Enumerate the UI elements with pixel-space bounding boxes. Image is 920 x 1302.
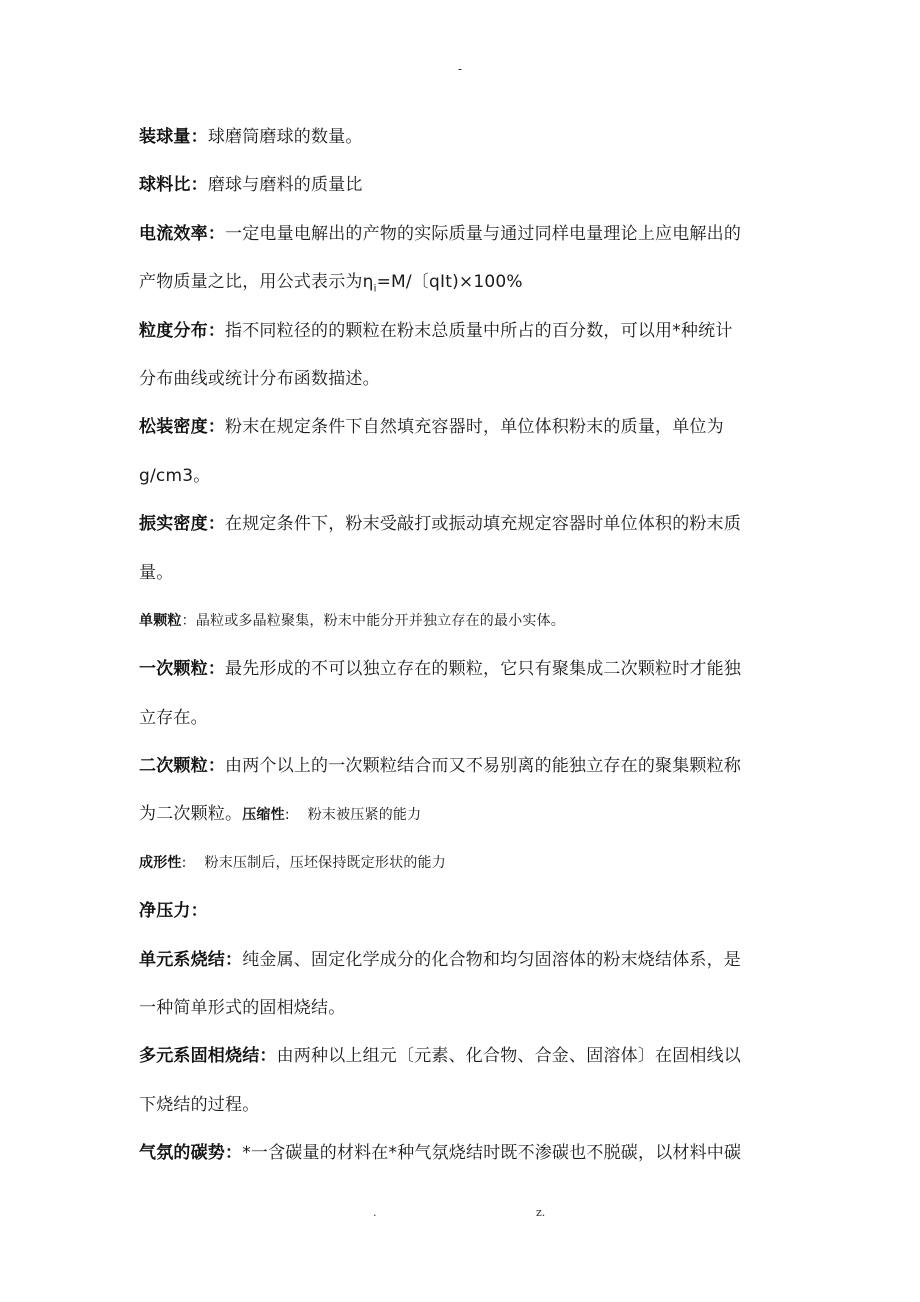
definition-line (139, 505, 799, 553)
continuation-line (139, 263, 799, 311)
term: 球料比 (139, 175, 191, 196)
definition-text: 晶粒或多晶粒聚集，粉末中能分开并独立存在的最小实体。 (195, 612, 566, 629)
separator: ： (225, 1143, 243, 1164)
definition-text: 为二次颗粒。 (139, 804, 243, 825)
separator: ： (190, 127, 208, 147)
separator: ： (207, 756, 226, 777)
continuation-line (139, 989, 799, 1037)
definition-line (139, 312, 799, 360)
term: 粒度分布 (139, 320, 208, 341)
separator: ： (190, 901, 208, 922)
definition-text: 球磨筒磨球的数量。 (207, 127, 363, 147)
document-body (139, 118, 799, 1183)
formula-text: =M/〔qIt)×100% (376, 272, 523, 293)
term: 气氛的碳势 (139, 1143, 225, 1164)
term: 单颗粒 (139, 612, 182, 629)
term: 振实密度 (139, 514, 208, 535)
inline-definition: 粉末被压紧的能力 (307, 807, 422, 824)
definition-text: 由两个以上的一次颗粒结合而又不易别离的能独立存在的聚集颗粒称 (225, 756, 742, 777)
definition-text: 立存在。 (139, 707, 208, 728)
separator: ： (207, 417, 226, 438)
continuation-line (139, 699, 799, 747)
definition-line (139, 650, 799, 698)
definition-line (139, 1037, 799, 1085)
separator: ： (225, 949, 243, 970)
definition-line (139, 747, 799, 795)
definition-text: 下烧结的过程。 (139, 1094, 260, 1115)
definition-text: g/cm3。 (139, 465, 211, 486)
separator: ： (207, 223, 226, 244)
definition-line (139, 941, 799, 989)
subscript: i (373, 283, 377, 295)
definition-text: 量。 (139, 562, 174, 583)
definition-text: 一种简单形式的固相烧结。 (139, 998, 346, 1019)
definition-text: 纯金属、固定化学成分的化合物和均匀固溶体的粉末烧结体系，是 (242, 949, 742, 970)
continuation-line (139, 1086, 799, 1134)
term: 电流效率 (139, 223, 208, 244)
definition-text: 由两种以上组元〔元素、化合物、合金、固溶体〕在固相线以 (276, 1046, 742, 1067)
definition-text: 一定电量电解出的产物的实际质量与通过同样电量理论上应电解出的 (225, 223, 742, 244)
term: 净压力 (139, 901, 191, 922)
term: 一次颗粒 (139, 659, 208, 680)
definition-line (139, 215, 799, 263)
term: 松装密度 (139, 417, 208, 438)
continuation-line (139, 360, 799, 408)
separator: ： (259, 1046, 277, 1067)
term: 多元系固相烧结 (139, 1046, 260, 1067)
definition-text: *一含碳量的材料在*种气氛烧结时既不渗碳也不脱碳，以材料中碳 (242, 1143, 742, 1164)
definition-line (139, 602, 799, 650)
term: 成形性 (139, 854, 182, 871)
definition-line (139, 844, 799, 892)
continuation-line (139, 554, 799, 602)
continuation-line (139, 457, 799, 505)
definition-line (139, 166, 799, 214)
separator: ： (207, 320, 226, 341)
definition-text: 分布曲线或统计分布函数描述。 (139, 368, 380, 389)
definition-text: 在规定条件下，粉末受敲打或振动填充规定容器时单位体积的粉末质 (225, 514, 742, 535)
term: 装球量 (139, 127, 191, 147)
separator: ： (181, 612, 196, 629)
definition-line (139, 1134, 799, 1182)
page-footer (0, 1206, 920, 1226)
definition-text: 指不同粒径的的颗粒在粉末总质量中所占的百分数，可以用*种统计 (225, 320, 733, 341)
definition-line (139, 892, 799, 940)
separator: : (181, 854, 187, 871)
footer-left-mark: . (373, 1206, 377, 1219)
term: 单元系烧结 (139, 949, 225, 970)
definition-line (139, 118, 799, 166)
page-header-mark: - (457, 62, 463, 76)
term: 二次颗粒 (139, 756, 208, 777)
definition-text: 粉末在规定条件下自然填充容器时，单位体积粉末的质量，单位为 (225, 417, 724, 438)
separator: ： (207, 514, 226, 535)
definition-text: 磨球与磨料的质量比 (207, 175, 363, 196)
inline-separator: : (284, 807, 290, 824)
footer-right-mark: z. (536, 1206, 546, 1219)
definition-text: 最先形成的不可以独立存在的颗粒，它只有聚集成二次颗粒时才能独 (225, 659, 742, 680)
definition-line (139, 408, 799, 456)
continuation-line (139, 795, 799, 843)
definition-text: 产物质量之比，用公式表示为η (139, 272, 374, 293)
separator: ： (207, 659, 226, 680)
definition-text: 粉末压制后，压坯保持既定形状的能力 (204, 854, 446, 871)
separator: ： (190, 175, 208, 196)
inline-term: 压缩性 (242, 807, 285, 824)
